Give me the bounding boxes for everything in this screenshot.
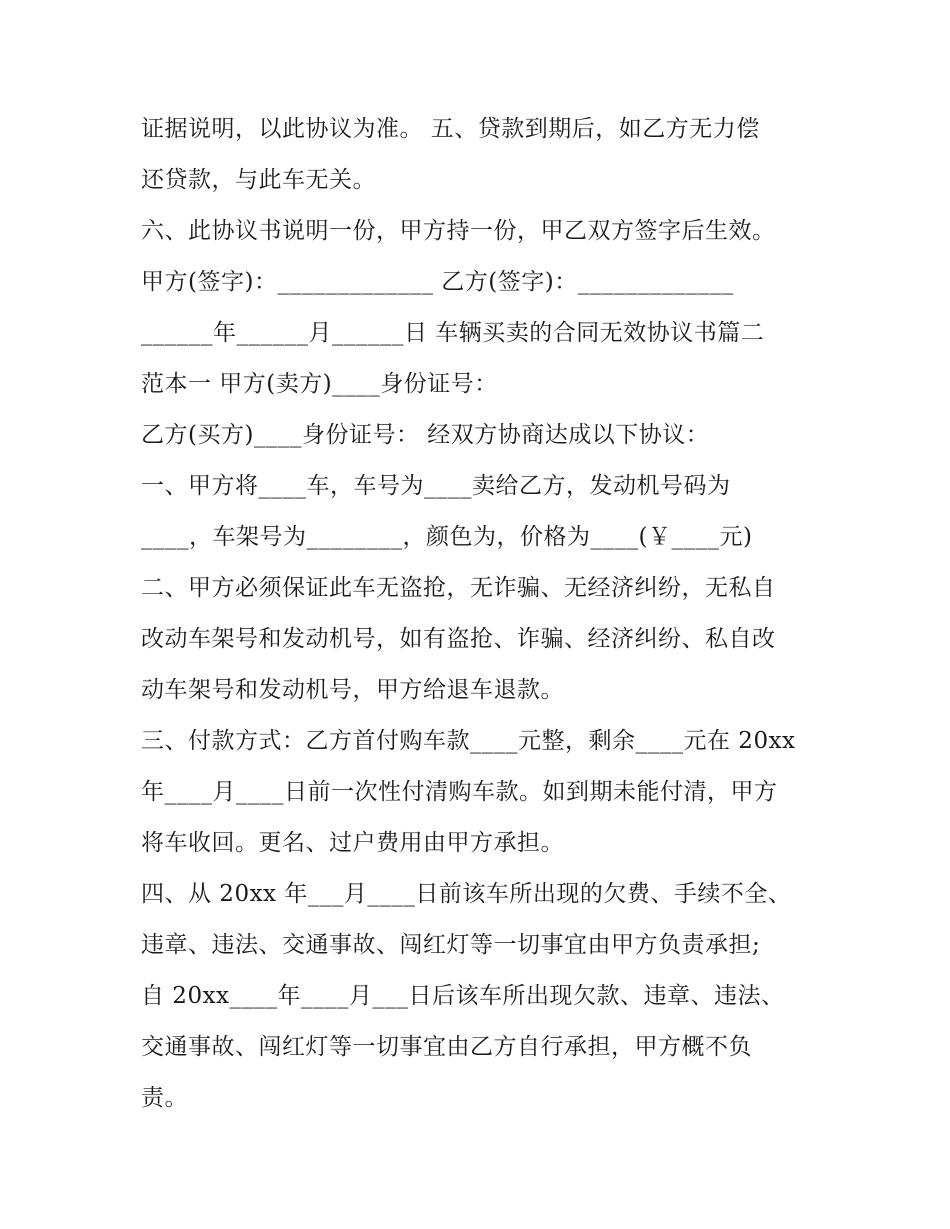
text-line-7: 乙方(买方)____身份证号： 经双方协商达成以下协议： <box>141 422 710 448</box>
text-line-20: 责。 <box>141 1085 188 1111</box>
text-line-10: 二、甲方必须保证此车无盗抢，无诈骗、无经济纠纷，无私自 <box>141 575 776 601</box>
text-line-12: 动车架号和发动机号，甲方给退车退款。 <box>141 677 564 703</box>
text-line-17: 违章、违法、交通事故、闯红灯等一切事宜由甲方负责承担; <box>141 932 761 958</box>
text-line-6: 范本一 甲方(卖方)____身份证号： <box>141 371 498 397</box>
text-line-9: ____，车架号为________，颜色为，价格为____(￥____元) <box>141 524 753 550</box>
text-line-11: 改动车架号和发动机号，如有盗抢、诈骗、经济纠纷、私自改 <box>141 626 776 652</box>
contract-body <box>141 104 831 1124</box>
text-line-5: ______年______月______日 车辆买卖的合同无效协议书篇二 <box>141 320 765 346</box>
text-line-16: 四、从 20xx 年___月____日前该车所出现的欠费、手续不全、 <box>141 881 792 907</box>
text-line-15: 将车收回。更名、过户费用由甲方承担。 <box>141 830 564 856</box>
text-line-2: 还贷款，与此车无关。 <box>141 167 376 193</box>
text-line-8: 一、甲方将____车，车号为____卖给乙方，发动机号码为 <box>141 473 731 499</box>
text-line-4: 甲方(签字)：_____________ 乙方(签字)：_____________ <box>141 269 734 295</box>
text-line-19: 交通事故、闯红灯等一切事宜由乙方自行承担，甲方概不负 <box>141 1034 752 1060</box>
text-line-13: 三、付款方式：乙方首付购车款____元整，剩余____元在 20xx <box>141 728 796 754</box>
text-line-1: 证据说明，以此协议为准。 五、贷款到期后，如乙方无力偿 <box>141 116 760 142</box>
text-line-3: 六、此协议书说明一份，甲方持一份，甲乙双方签字后生效。 <box>141 218 776 244</box>
text-line-14: 年____月____日前一次性付清购车款。如到期未能付清，甲方 <box>141 779 778 805</box>
text-line-18: 自 20xx____年____月___日后该车所出现欠款、违章、违法、 <box>141 983 785 1009</box>
